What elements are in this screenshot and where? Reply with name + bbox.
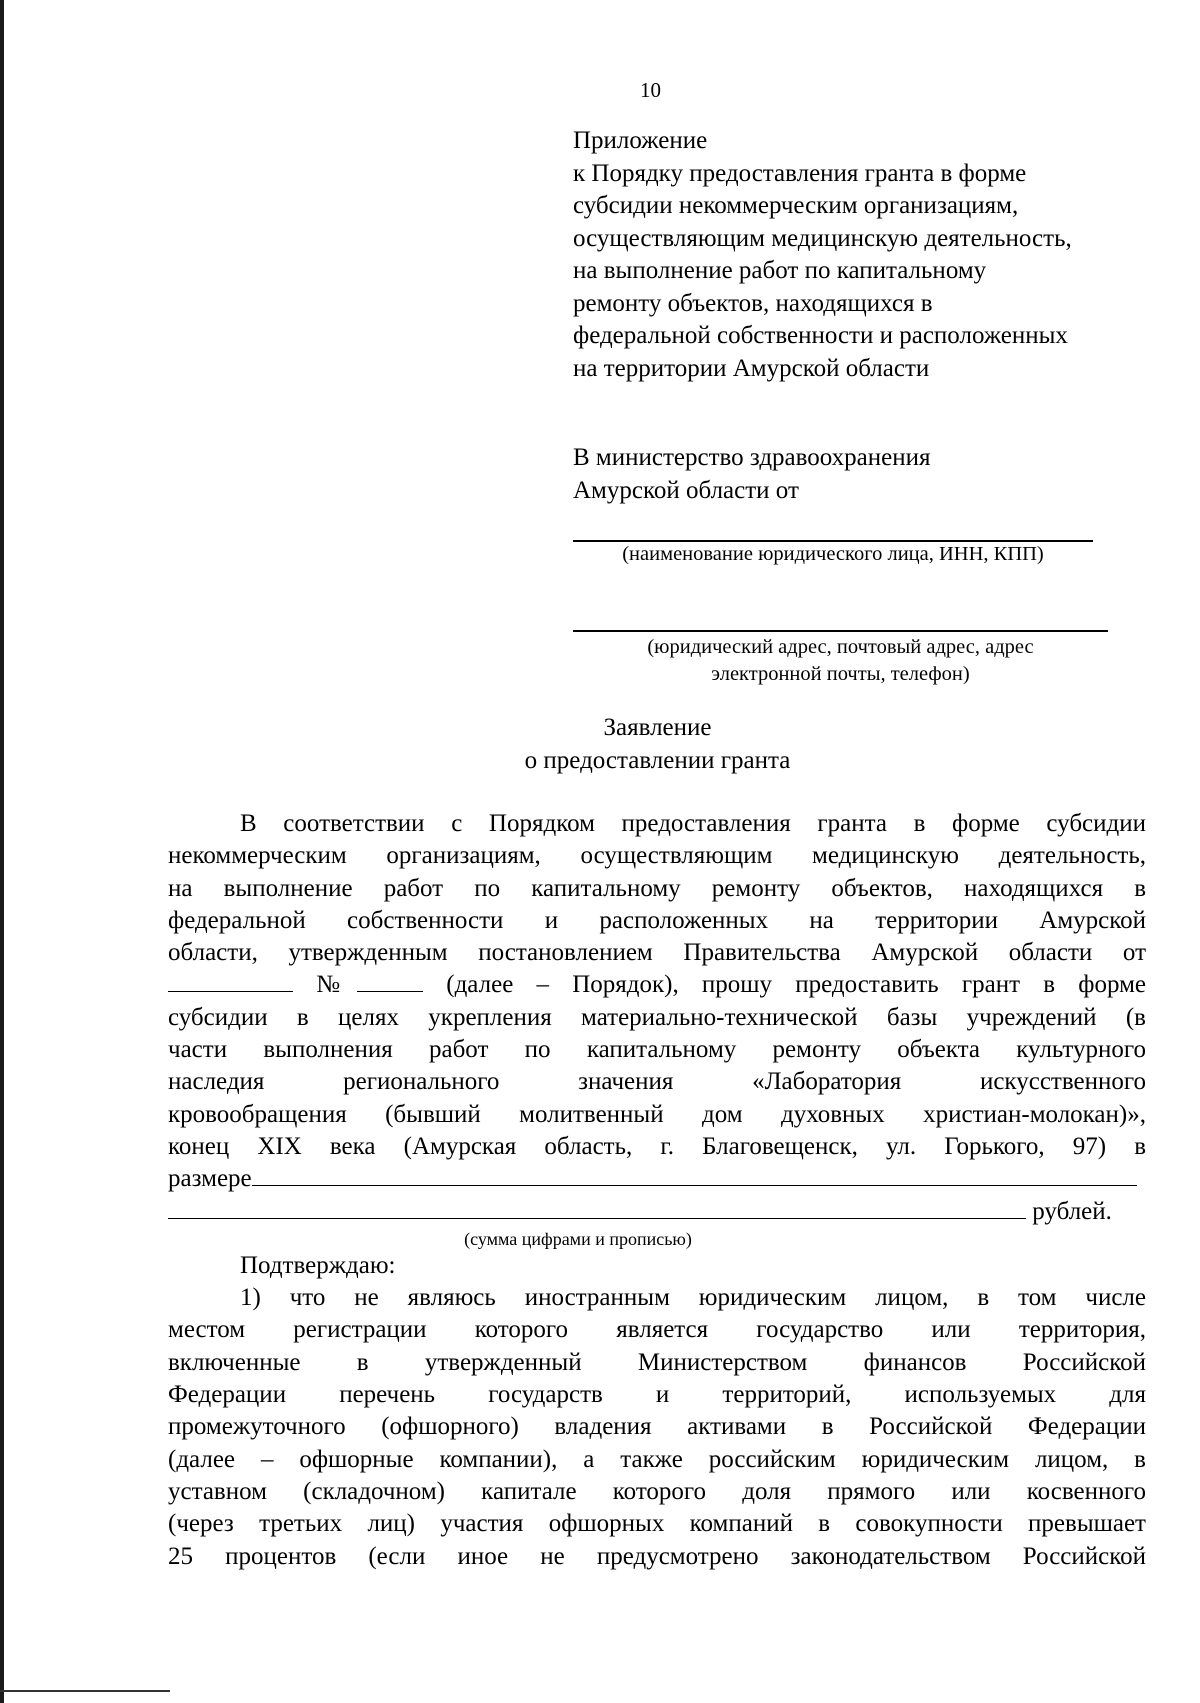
body-line: конец XIX века (Амурская область, г. Благовещенск, ул. Горького, 97) в [168, 1132, 1146, 1160]
body-line: субсидии в целях укрепления материально-технической базы учреждений (в [168, 1003, 1146, 1031]
addressee-block [573, 442, 930, 507]
appendix-line: осуществляющим медицинскую деятельность, [573, 224, 1072, 252]
sum-blank-2 [168, 1196, 1026, 1219]
appendix-line: на выполнение работ по капитальному [573, 257, 987, 284]
body-line: некоммерческим организациям, осуществляющим медицинскую деятельность, [168, 842, 1146, 870]
scan-left-edge [0, 0, 4, 1703]
address-caption [573, 634, 1108, 688]
body-line: промежуточного (офшорного) владения активами в Российской Федерации [168, 1413, 1146, 1441]
body-line: В соответствии с Порядком предоставления гранта в форме субсидии [240, 810, 1146, 837]
body-line: на выполнение работ по капитальному ремонту объектов, находящихся в [168, 874, 1146, 902]
sum-blank-1 [252, 1163, 1137, 1186]
size-row [168, 1163, 1146, 1195]
appendix-line: на территории Амурской области [573, 354, 930, 382]
title-line-2: о предоставлении гранта [524, 746, 791, 774]
application-body [168, 808, 1146, 1573]
addressee-line-1: В министерство здравоохранения [573, 444, 931, 471]
body-line-date-number [168, 969, 1146, 1001]
body-line: наследия регионального значения «Лаборатория искусственного [168, 1068, 1146, 1096]
page-number: 10 [640, 78, 661, 102]
body-line: области, утвержденным постановлением Правительства Амурской области от [168, 939, 1146, 967]
body-line: кровообращения (бывший молитвенный дом духовных христиан-молокан)», [168, 1100, 1146, 1128]
body-line: местом регистрации которого является государство или территория, [168, 1316, 1146, 1344]
date-blank [168, 969, 293, 992]
size-label: размере [168, 1165, 252, 1193]
number-sign: № [316, 971, 423, 998]
rubles-label: рублей. [1032, 1197, 1112, 1225]
appendix-header [573, 125, 1173, 385]
appendix-title: Приложение [573, 127, 708, 154]
body-line: включенные в утвержденный Министерством финансов Российской [168, 1348, 1146, 1376]
body-line: федеральной собственности и расположенных на территории Амурской [168, 906, 1146, 934]
sum-caption: (сумма цифрами и прописью) [464, 1228, 692, 1249]
body-line: 1) что не являюсь иностранным юридическим лицом, в том числе [240, 1284, 1146, 1312]
body-line: 25 процентов (если иное не предусмотрено законодательством Российской [168, 1542, 1146, 1570]
body-line: части выполнения работ по капитальному ремонту объекта культурного [168, 1036, 1146, 1064]
appendix-line: ремонту объектов, находящихся в [573, 289, 933, 317]
address-blank-line [573, 630, 1108, 632]
body-line-6-rest: (далее – Порядок), прошу предоставить грант в форме [446, 971, 1147, 999]
addressee-line-2: Амурской области от [573, 476, 799, 504]
address-caption-line-1: (юридический адрес, почтовый адрес, адрес [647, 636, 1034, 658]
title-line-1: Заявление [603, 714, 712, 741]
confirm-heading: Подтверждаю: [240, 1251, 396, 1279]
document-title [0, 712, 1200, 777]
body-line: (через третьих лиц) участия офшорных компаний в совокупности превышает [168, 1510, 1146, 1538]
body-line: Федерации перечень государств и территорий, используемых для [168, 1381, 1146, 1409]
body-line: уставном (складочном) капитале которого доля прямого или косвенного [168, 1477, 1146, 1505]
legal-entity-caption: (наименование юридического лица, ИНН, КПП) [622, 543, 1044, 565]
appendix-line: к Порядку предоставления гранта в форме [573, 159, 1027, 187]
appendix-line: федеральной собственности и расположенных [573, 322, 1068, 349]
number-blank [357, 969, 423, 992]
scan-bottom-mark [0, 1690, 170, 1692]
sum-row [168, 1196, 1146, 1228]
appendix-line: субсидии некоммерческим организациям, [573, 192, 1019, 219]
body-line: (далее – офшорные компании), а также российским юридическим лицом, в [168, 1445, 1146, 1473]
address-caption-line-2: электронной почты, телефон) [711, 663, 970, 685]
